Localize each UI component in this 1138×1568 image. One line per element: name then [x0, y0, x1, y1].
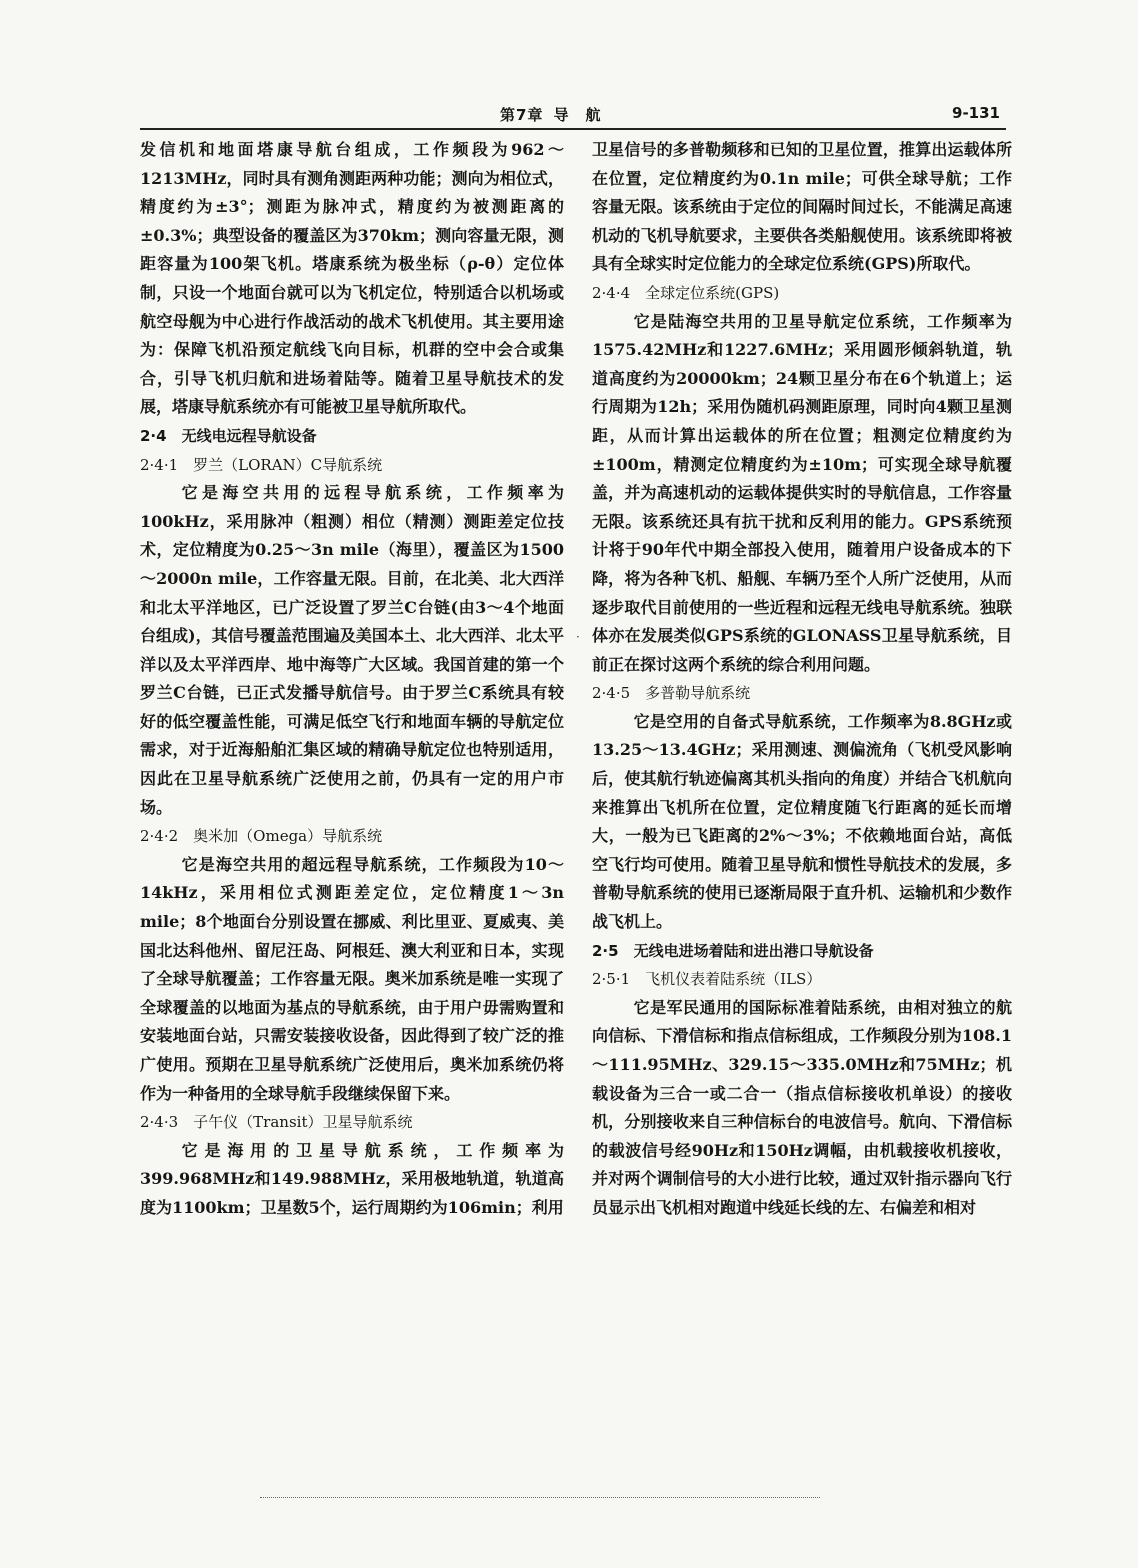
chapter-heading: [500, 104, 611, 125]
margin-mark: ·: [576, 630, 580, 644]
subsection-heading-2-4-4: 2·4·4 全球定位系统(GPS): [592, 283, 780, 302]
subsection-heading-2-5-1: 2·5·1 飞机仪表着陆系统（ILS）: [592, 970, 822, 989]
header-rule: [140, 128, 1006, 130]
paragraph-gps: 它是陆海空共用的卫星导航定位系统，工作频率为1575.42MHz和1227.6MHz；采用圆形倾斜轨道，轨道高度约为20000km；24颗卫星分布在6个轨道上；运行周期为12h；采用伪随机码测距原理，同时向4颗卫星测距，从而计算出运载体的所在位置；粗测定位精度约为±100m，精测定位精度约为±10m；可实现全球导航覆盖，并为高速机动的运载体提供实时的导航信息，工作容量无限。该系统还具有抗干扰和反利用的能力。GPS系统预计将于90年代中期全部投入使用，随着用户设备成本的下降，将为各种飞机、船舰、车辆乃至个人所广泛使用，从而逐步取代目前使用的一些近程和远程无线电导航系统。独联体亦在发展类似GPS系统的GLONASS卫星导航系统，目前正在探讨这两个系统的综合利用问题。: [592, 311, 1012, 674]
subsection-heading-2-4-3: 2·4·3 子午仪（Transit）卫星导航系统: [140, 1113, 413, 1132]
bottom-scan-artifact: [260, 1497, 820, 1499]
paragraph-omega: 它是海空共用的超远程导航系统，工作频段为10～14kHz，采用相位式测距差定位，定位精度1～3n mile；8个地面台分别设置在挪威、利比里亚、夏威夷、美国北达科他州、留尼汪岛、阿根廷、澳大利亚和日本，实现了全球导航覆盖；工作容量无限。奥米加系统是唯一实现了全球覆盖的以地面为基点的导航系统，由于用户毋需购置和安装地面台站，只需安装接收设备，因此得到了较广泛的推广使用。预期在卫星导航系统广泛使用后，奥米加系统仍将作为一种备用的全球导航手段继续保留下来。: [140, 854, 564, 1103]
paragraph-doppler: 它是空用的自备式导航系统，工作频率为8.8GHz或13.25～13.4GHz；采用测速、测偏流角（飞机受风影响后，使其航行轨迹偏离其机头指向的角度）并结合飞机航向来推算出飞机所在位置，定位精度随飞行距离的延长而增大，一般为已飞距离的2%～3%；不依赖地面台站，高低空飞行均可使用。随着卫星导航和惯性导航技术的发展，多普勒导航系统的使用已逐渐局限于直升机、运输机和少数作战飞机上。: [592, 711, 1012, 932]
chapter-number: 第7章: [500, 106, 544, 124]
paragraph-transit-cont: 卫星信号的多普勒频移和已知的卫星位置，推算出运载体所在位置，定位精度约为0.1n mile；可供全球导航；工作容量无限。该系统由于定位的间隔时间过长，不能满足高速机动的飞机导航要求，主要供各类船舰使用。该系统即将被具有全球实时定位能力的全球定位系统(GPS)所取代。: [592, 140, 1012, 274]
subsection-heading-2-4-5: 2·4·5 多普勒导航系统: [592, 684, 751, 703]
page-number: 9-131: [952, 104, 1000, 122]
paragraph-loran: 它是海空共用的远程导航系统，工作频率为100kHz，采用脉冲（粗测）相位（精测）测距差定位技术，定位精度为0.25～3n mile（海里），覆盖区为1500～2000n mile，工作容量无限。目前，在北美、北大西洋和北太平洋地区，已广泛设置了罗兰C台链(由3～4个地面台组成)，其信号覆盖范围遍及美国本土、北大西洋、北太平洋以及太平洋西岸、地中海等广大区域。我国首建的第一个罗兰C台链，已正式发播导航信号。由于罗兰C系统具有较好的低空覆盖性能，可满足低空飞行和地面车辆的导航定位需求，对于近海船舶汇集区域的精确导航定位也特别适用，因此在卫星导航系统广泛使用之前，仍具有一定的用户市场。: [140, 483, 564, 817]
paragraph-tacan: 发信机和地面塔康导航台组成，工作频段为962～1213MHz，同时具有测角测距两种功能；测向为相位式，精度约为±3°；测距为脉冲式，精度约为被测距离的±0.3%；典型设备的覆盖区为370km；测向容量无限，测距容量为100架飞机。塔康系统为极坐标（ρ-θ）定位体制，只设一个地面台就可以为飞机定位，特别适合以机场或航空母舰为中心进行作战活动的战术飞机使用。其主要用途为：保障飞机沿预定航线飞向目标，机群的空中会合或集合，引导飞机归航和进场着陆等。随着卫星导航技术的发展，塔康导航系统亦有可能被卫星导航所取代。: [140, 140, 564, 417]
page-header: [140, 100, 1000, 128]
left-column: [140, 136, 564, 1223]
paragraph-transit: 它是海用的卫星导航系统，工作频率为399.968MHz和149.988MHz，采用极地轨道，轨道高度为1100km；卫星数5个，运行周期约为106min；利用: [140, 1140, 564, 1217]
chapter-title: 导 航: [553, 106, 602, 124]
paragraph-ils: 它是军民通用的国际标准着陆系统，由相对独立的航向信标、下滑信标和指点信标组成，工作频段分别为108.1～111.95MHz、329.15～335.0MHz和75MHz；机载设备为三合一或二合一（指点信标接收机单设）的接收机，分别接收来自三种信标台的电波信号。航向、下滑信标的载波信号经90Hz和150Hz调幅，由机载接收机接收，并对两个调制信号的大小进行比较，通过双针指示器向飞行员显示出飞机相对跑道中线延长线的左、右偏差和相对: [592, 997, 1012, 1217]
subsection-heading-2-4-1: 2·4·1 罗兰（LORAN）C导航系统: [140, 455, 383, 474]
section-heading-2-5: 2·5 无线电进场着陆和进出港口导航设备: [592, 941, 874, 960]
section-heading-2-4: 2·4 无线电远程导航设备: [140, 426, 317, 445]
right-column: [592, 136, 1012, 1223]
subsection-heading-2-4-2: 2·4·2 奥米加（Omega）导航系统: [140, 827, 383, 846]
